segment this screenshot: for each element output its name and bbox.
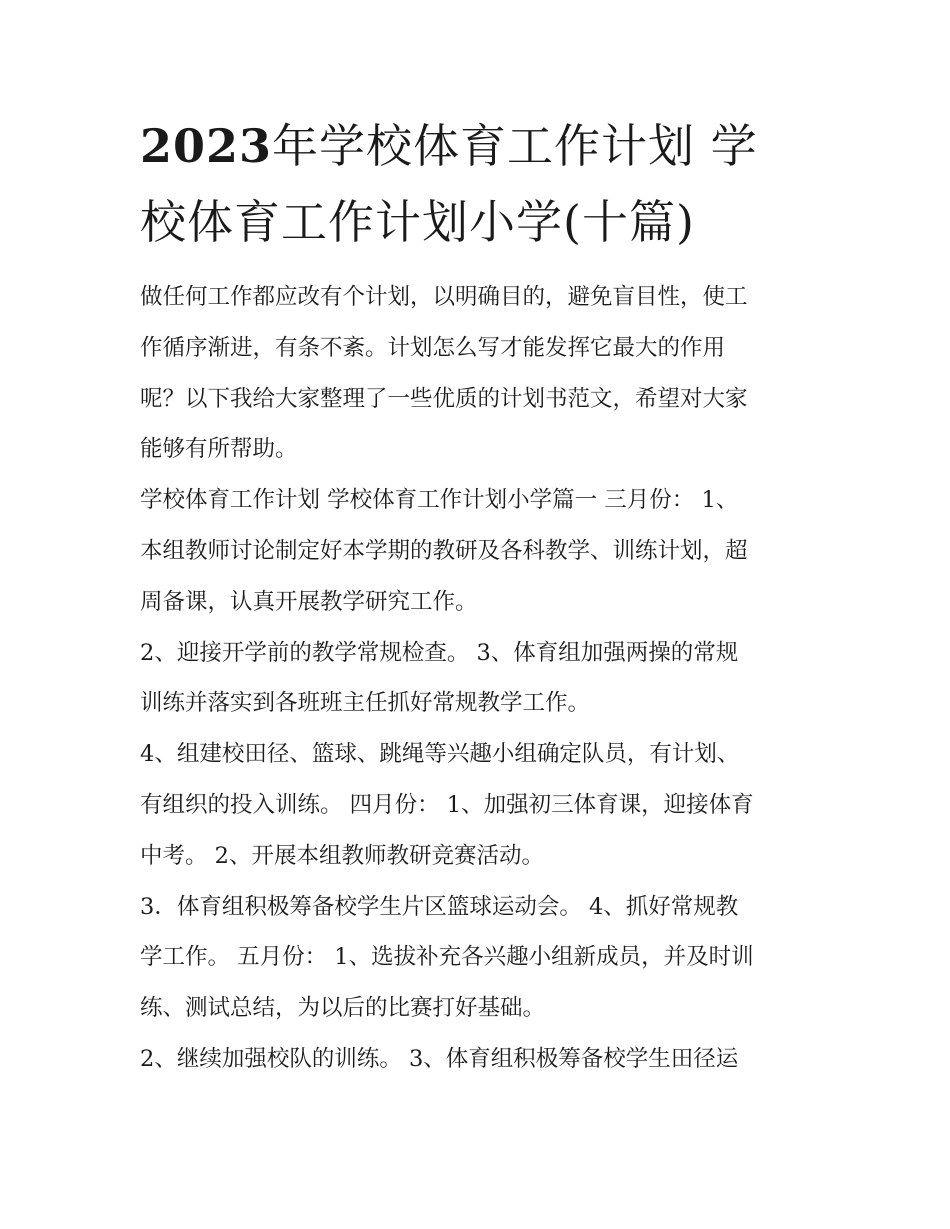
paragraph-march bbox=[140, 475, 820, 627]
paragraph-item-4 bbox=[140, 729, 820, 881]
paragraph-item-2-team bbox=[140, 1034, 820, 1085]
paragraph-intro bbox=[140, 272, 820, 475]
text-line: 2、迎接开学前的教学常规检查。 3、体育组加强两操的常规 bbox=[140, 639, 739, 666]
title-year: 2023 bbox=[140, 119, 273, 173]
text-line: 作循序渐进，有条不紊。计划怎么写才能发挥它最大的作用 bbox=[140, 334, 726, 361]
text-line: 周备课，认真开展教学研究工作。 bbox=[140, 588, 478, 615]
text-line: 练、测试总结，为以后的比赛打好基础。 bbox=[140, 995, 546, 1022]
title-line2: 校体育工作计划小学(十篇) bbox=[140, 195, 695, 249]
text-line: 能够有所帮助。 bbox=[140, 436, 298, 463]
text-line: 呢？以下我给大家整理了一些优质的计划书范文，希望对大家 bbox=[140, 385, 748, 412]
text-line: 中考。 2、开展本组教师教研竞赛活动。 bbox=[140, 842, 544, 869]
paragraph-item-2 bbox=[140, 628, 820, 730]
text-line: 有组织的投入训练。 四月份： 1、加强初三体育课，迎接体育 bbox=[140, 791, 754, 818]
text-line: 训练并落实到各班班主任抓好常规教学工作。 bbox=[140, 690, 591, 717]
text-line: 4、组建校田径、篮球、跳绳等兴趣小组确定队员，有计划、 bbox=[140, 741, 740, 768]
title-line1: 年学校体育工作计划 学 bbox=[272, 119, 758, 173]
text-line: 做任何工作都应改有个计划，以明确目的，避免盲目性，使工 bbox=[140, 284, 748, 310]
text-line: 本组教师讨论制定好本学期的教研及各科教学、训练计划，超 bbox=[140, 537, 748, 564]
text-line: 3．体育组积极筹备校学生片区篮球运动会。 4、抓好常规教 bbox=[140, 893, 739, 920]
document-title bbox=[140, 108, 820, 260]
paragraph-item-3-basketball bbox=[140, 882, 820, 1034]
text-line: 2、继续加强校队的训练。 3、体育组积极筹备校学生田径运 bbox=[140, 1045, 739, 1072]
text-line: 学校体育工作计划 学校体育工作计划小学篇一 三月份： 1、 bbox=[140, 487, 739, 514]
text-line: 学工作。 五月份： 1、选拔补充各兴趣小组新成员，并及时训 bbox=[140, 944, 754, 971]
document-page bbox=[140, 108, 820, 1085]
